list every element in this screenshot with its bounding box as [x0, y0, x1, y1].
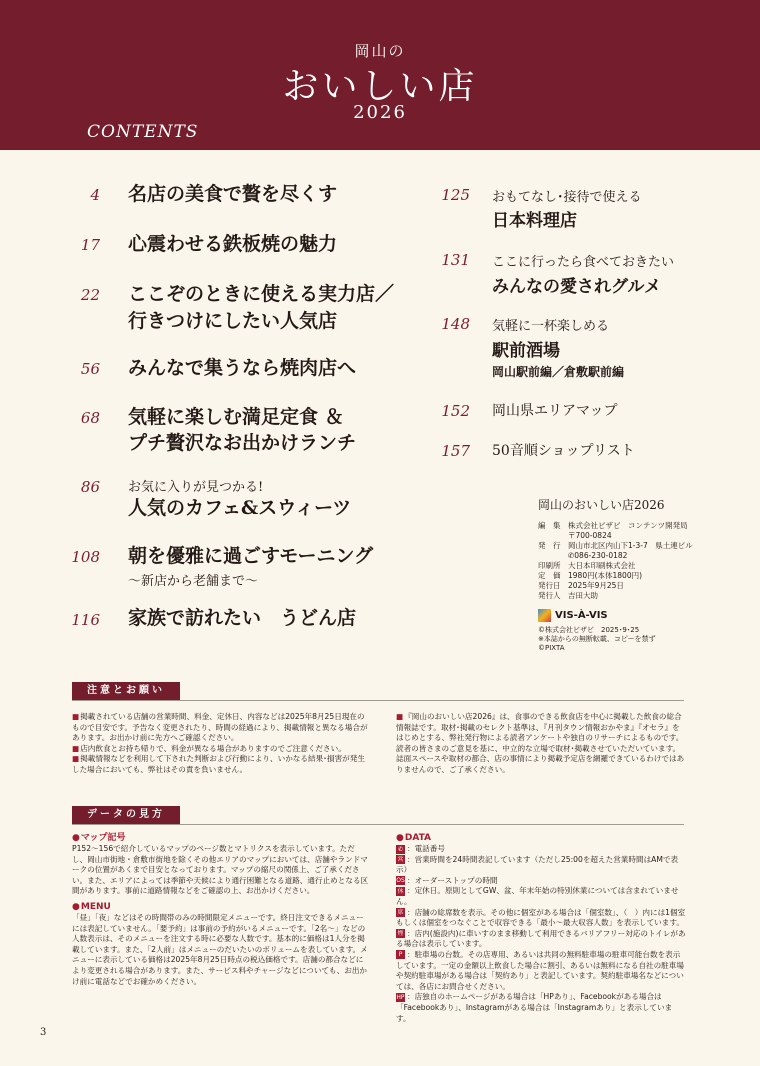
colophon-title: 岡山のおいしい店2026: [538, 498, 665, 512]
copyright-line: ©株式会社ビザビ 2025･9･25: [538, 626, 640, 634]
colophon-key: 編 集: [538, 521, 561, 530]
brand-year: 2026: [353, 102, 407, 123]
toc-title[interactable]: 朝を優雅に過ごすモーニング: [128, 545, 374, 567]
data-item: HP ：店独自のホームページがある場合は「HPあり」、Facebookがある場合は「Facebookあり」、Instagramがある場合は「Instagramあり」と表示しています。: [396, 992, 673, 1023]
colophon-value: 2025年9月25日: [568, 581, 624, 590]
data-guide-left: [72, 832, 370, 987]
colophon-value: 吉田大助: [568, 591, 598, 600]
logo-text: VIS-À-VIS: [555, 610, 608, 621]
toc-title[interactable]: 家族で訪れたい うどん店: [128, 607, 357, 629]
menu-heading: ● MENU: [72, 901, 370, 913]
toc-sub: 岡山駅前編／倉敷駅前編: [492, 365, 625, 379]
toc-title[interactable]: 岡山県エリアマップ: [492, 403, 618, 419]
notice-header: [72, 682, 684, 701]
order-stop-icon: OS: [396, 877, 405, 885]
toc-num[interactable]: 22: [80, 286, 100, 304]
toc-num[interactable]: 148: [441, 315, 470, 333]
contents-label: CONTENTS: [87, 122, 199, 142]
toc-num[interactable]: 68: [80, 409, 100, 427]
colophon-value: ✆086-230-0182: [568, 551, 628, 560]
notice-text: ■ 『岡山のおいしい店2026』は、食事のできる飲食店を中心に掲載した飲食の総合情報誌です。取材･掲載のセレクト基準は、『月刊タウン情報おかやま』『オセラ』をはじめとする、弊社発行物による読者アンケートや独自のリサーチによるものです。読者の皆さまのご意見を基に、中立的な立場で取材･掲載させていただいています。誌面スペースや取材の都合、店の事情により掲載予定店を網羅できているわけではありませんので、ご了承ください。: [396, 712, 686, 776]
toc-num[interactable]: 131: [441, 251, 470, 269]
toc-num[interactable]: 4: [90, 186, 100, 204]
toc-pre: 気軽に一杯楽しめる: [492, 319, 610, 334]
toc-num[interactable]: 108: [71, 548, 100, 566]
toc-title[interactable]: 駅前酒場: [492, 341, 560, 361]
toc-sub: 〜新店から老舗まで〜: [128, 574, 259, 589]
colophon-key: [538, 551, 568, 561]
colophon: [538, 496, 693, 653]
colophon-value: 大日本印刷株式会社: [568, 561, 636, 570]
toc-pre: ここに行ったら食べておきたい: [492, 255, 675, 270]
data-item: 営 ：営業時間を24時間表記しています（ただし25:00を超えた営業時間はAMで表示）: [396, 854, 679, 875]
copyright-line: ©PIXTA: [538, 644, 565, 652]
notice-label: 注意とお願い: [72, 682, 180, 700]
map-heading: ● マップ記号: [72, 832, 370, 844]
page-number: 3: [40, 1027, 47, 1038]
data-guide-label: データの見方: [72, 806, 180, 824]
parking-icon: P: [396, 950, 405, 959]
toc-num[interactable]: 56: [80, 360, 100, 378]
data-item: 煙 ：店内(施設内)に車いすのまま移動して利用できるバリアフリー対応のトイレがある場合は表示しています。: [396, 928, 686, 949]
barrier-free-icon: 煙: [397, 930, 404, 938]
toc-title[interactable]: 50音順ショップリスト: [492, 443, 635, 459]
colophon-key: 発行日: [538, 581, 561, 590]
toc-title[interactable]: みんなの愛されグルメ: [492, 277, 661, 297]
notice-left: [72, 712, 370, 776]
data-heading: ● DATA: [396, 832, 686, 844]
colophon-row: [538, 561, 693, 571]
toc-num[interactable]: 17: [80, 236, 100, 254]
colophon-row: [538, 581, 693, 591]
colophon-row: [538, 541, 693, 551]
toc-title[interactable]: 名店の美食で贅を尽くす: [128, 183, 338, 205]
phone-icon: ✆: [397, 845, 404, 853]
colophon-key: 印刷所: [538, 561, 561, 570]
notice-item: ■ 掲載されている店舗の営業時間、料金、定休日、内容などは2025年8月25日現在のもので目安です。予告なく変更されたり、時間の経過により、掲載情報と異なる場合があります。お出かけ前に先方へご確認ください。: [72, 712, 370, 744]
toc-title-line2[interactable]: 行きつけにしたい人気店: [128, 310, 338, 332]
toc-num[interactable]: 125: [441, 186, 470, 204]
colophon-row: [538, 521, 693, 531]
header-banner: [0, 0, 760, 150]
publisher-logo: [538, 609, 693, 622]
homepage-icon: HP: [396, 993, 405, 1001]
toc-title[interactable]: みんなで集うなら焼肉店へ: [128, 357, 357, 379]
seats-icon: 席: [397, 909, 404, 917]
toc-title[interactable]: 心震わせる鉄板焼の魅力: [128, 233, 338, 255]
logo-mark-icon: [538, 609, 551, 622]
toc-title[interactable]: 人気のカフェ&スウィーツ: [128, 497, 352, 519]
colophon-value: 株式会社ビザビ コンテンツ開発局: [568, 521, 688, 530]
data-item: 席 ：店舗の総席数を表示。その他に個室がある場合は「個室数」、（ ）内には1個室もしくは個室をつなぐことで収容できる「最小〜最大収容人数」を表示しています。: [396, 907, 686, 928]
colophon-row: [538, 571, 693, 581]
closed-icon: 休: [397, 887, 404, 895]
menu-text: 「昼」「夜」などはその時間帯のみの時間限定メニューです。終日注文できるメニューには表記していません。「要予約」は事前の予約がいるメニューです。「2名〜」などの人数表示は、そのメニューを注文する時に必要な人数です。基本的に価格は1人分を掲載しています。また、「2人前」はメニューのだいたいのボリュームを表しています。メニューに表示している価格は2025年8月25日時点の税込価格です。店舗の都合などにより変更される場合があります。また、サービス料やチャージなどについても、お出かけ前に電話などでお確かめください。: [72, 912, 368, 986]
colophon-row: [538, 551, 693, 561]
toc-num[interactable]: 152: [441, 402, 470, 420]
notice-item: ■ 掲載情報などを利用して下された判断および行動により、いかなる結果･損害が発生した場合においても、弊社はその責を負いません。: [72, 754, 370, 775]
toc-num[interactable]: 157: [441, 442, 470, 460]
data-item: 休 ：定休日。原則としてGW、盆、年末年始の特別休業については含まれていません。: [396, 886, 679, 906]
data-guide-header: [72, 806, 684, 825]
copyright-line: ※本誌からの無断転載、コピーを禁ず: [538, 635, 656, 643]
toc-pre: お気に入りが見つかる!: [128, 480, 264, 495]
toc-num[interactable]: 86: [80, 478, 100, 496]
colophon-key: 発 行: [538, 541, 561, 550]
colophon-row: [538, 531, 693, 541]
colophon-key: 定 価: [538, 571, 561, 580]
toc-title[interactable]: 日本料理店: [492, 211, 577, 231]
hours-icon: 営: [397, 856, 404, 864]
notice-item: ■ 店内飲食とお持ち帰りで、料金が異なる場合がありますのでご注意ください。: [72, 744, 370, 755]
toc-title[interactable]: ここぞのときに使える実力店／: [128, 283, 395, 305]
data-item: ✆ ：電話番号: [397, 844, 445, 853]
toc-num[interactable]: 116: [71, 611, 100, 629]
brand-main: おいしい店: [282, 66, 478, 107]
toc-title-line2[interactable]: プチ贅沢なお出かけランチ: [128, 432, 357, 454]
data-guide-right: [396, 832, 686, 1024]
colophon-value: 岡山市北区内山下1-3-7 県土連ビル: [568, 541, 693, 550]
colophon-value: 1980円(本体1800円): [568, 571, 643, 580]
data-item: P ：駐車場の台数。その店専用、あるいは共同の無料駐車場の駐車可能台数を表示しています。一定の金額以上飲食した場合に割引、あるいは無料になる自社の駐車場や契約駐車場がある場合は「契約あり」と表記しています。契約駐車場名などについては、各店にお問合せください。: [396, 949, 684, 991]
brand-small: 岡山の: [354, 42, 406, 60]
colophon-value: 〒700-0824: [568, 531, 612, 540]
colophon-row: [538, 591, 693, 601]
toc-title[interactable]: 気軽に楽しむ満足定食 ＆: [128, 406, 344, 428]
toc-pre: おもてなし･接待で使える: [492, 190, 642, 205]
map-text: P152〜156で紹介しているマップのページ数とマトリクスを表示しています。ただし、岡山市街地・倉敷市街地を除くその他エリアのマップにおいては、店舗やランドマークの位置があくまで目安となっております。マップの縮尺の関係上、ご了承ください。また、エリアによっては季節や天候により通行困難となる道路、通行止めとなる区間があります。事前に道路情報などをご確認の上、お出かけください。: [72, 844, 369, 896]
notice-right: [396, 712, 686, 776]
data-item: OS ：オーダーストップの時間: [396, 875, 498, 885]
colophon-key: [538, 531, 568, 541]
colophon-key: 発行人: [538, 591, 561, 600]
